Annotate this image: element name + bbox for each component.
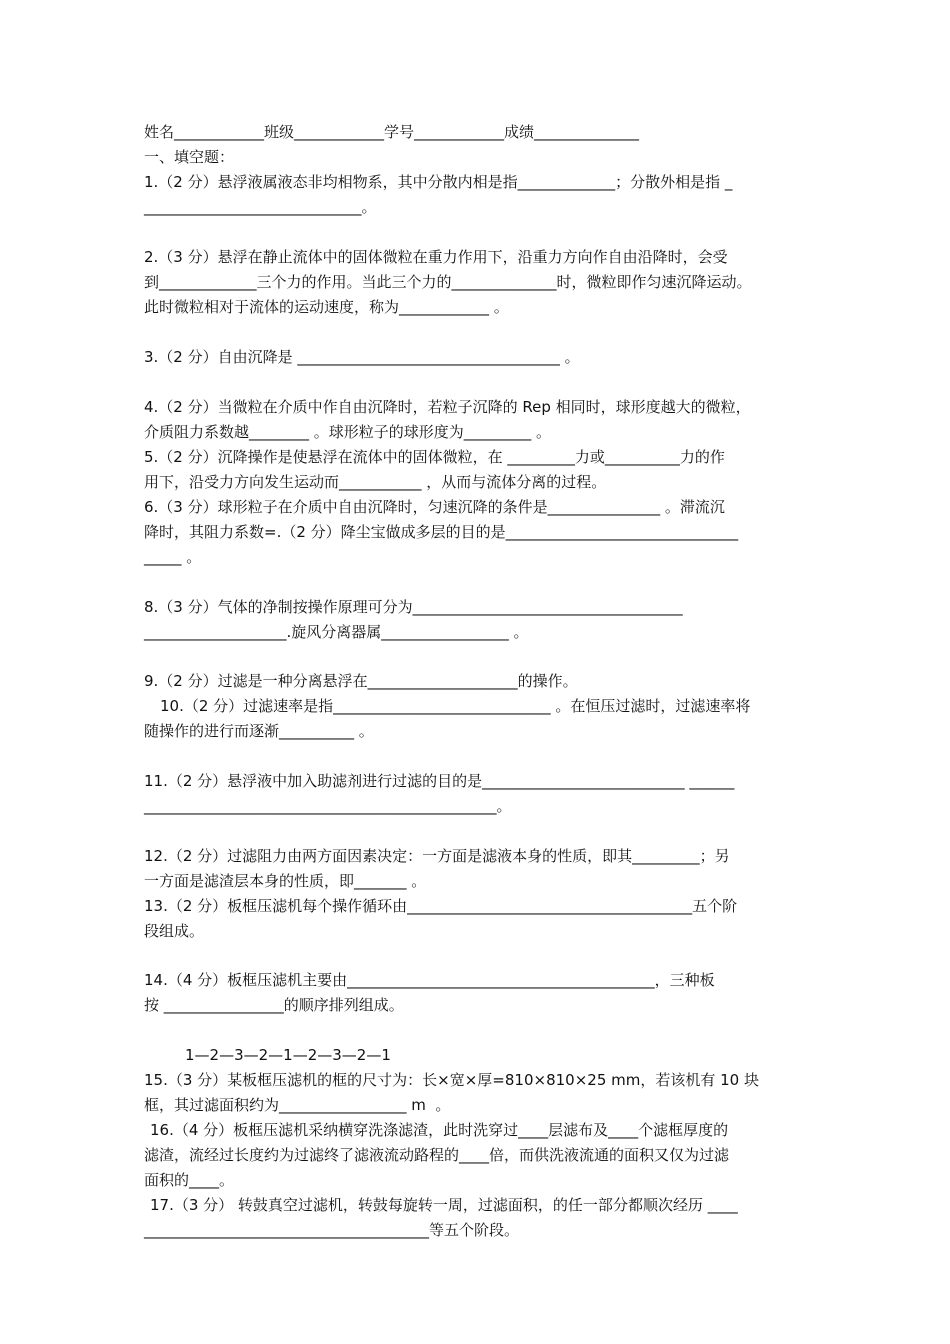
- question-line: 4.（2 分）当微粒在介质中作自由沉降时，若粒子沉降的 Rep 相同时，球形度越大的微粒，: [144, 398, 751, 416]
- question-line: 12.（2 分）过滤阻力由两方面因素决定：一方面是滤液本身的性质，即其_________；另: [144, 847, 730, 865]
- student-info-header: 姓名____________班级____________学号____________成绩______________: [144, 123, 640, 141]
- question-line: 1.（2 分）悬浮液属液态非均相物系，其中分散内相是指_____________；分散外相是指 _: [144, 173, 733, 191]
- question-line: 按 ________________的顺序排列组成。: [144, 996, 404, 1014]
- question-line: 11.（2 分）悬浮液中加入助滤剂进行过滤的目的是___________________________ ______: [144, 772, 735, 790]
- question-line: 10.（2 分）过滤速率是指_____________________________ 。在恒压过滤时，过滤速率将: [160, 697, 751, 715]
- section-title: 一、填空题：: [144, 148, 235, 166]
- question-line: 8.（3 分）气体的净制按操作原理可分为____________________________________: [144, 598, 683, 616]
- question-line: _____ 。: [144, 548, 202, 566]
- question-line: 13.（2 分）板框压滤机每个操作循环由______________________________________五个阶: [144, 897, 738, 915]
- question-line: 随操作的进行而逐渐__________ 。: [144, 722, 374, 740]
- question-line: 滤渣，流经过长度约为过滤终了滤液流动路程的____倍，而供洗液流通的面积又仅为过滤: [144, 1146, 730, 1164]
- question-line: 3.（2 分）自由沉降是 ___________________________________ 。: [144, 348, 580, 366]
- question-line: 面积的____。: [144, 1171, 235, 1189]
- question-line: _______________________________________________。: [144, 797, 512, 815]
- question-line: 16.（4 分）板框压滤机采纳横穿洗涤滤渣，此时洗穿过____层滤布及____个滤框厚度的: [150, 1121, 729, 1139]
- question-line: 降时，其阻力系数=.（2 分）降尘宝做成多层的目的是_______________________________: [144, 523, 739, 541]
- question-line: 6.（3 分）球形粒子在介质中自由沉降时，匀速沉降的条件是_______________ 。滞流沉: [144, 498, 725, 516]
- question-line: 此时微粒相对于流体的运动速度，称为____________ 。: [144, 298, 509, 316]
- question-line: 9.（2 分）过滤是一种分离悬浮在____________________的操作。: [144, 672, 578, 690]
- question-line: 15.（3 分）某板框压滤机的框的尺寸为：长×宽×厚=810×810×25 mm，若该机有 10 块: [144, 1071, 759, 1089]
- question-line: 框，其过滤面积约为_________________ m 。: [144, 1096, 451, 1114]
- question-line: 5.（2 分）沉降操作是使悬浮在流体中的固体微粒，在 _________力或__________力的作: [144, 448, 725, 466]
- question-line: 一方面是滤渣层本身的性质，即_______ 。: [144, 872, 427, 890]
- question-line: 14.（4 分）板框压滤机主要由_________________________________________，三种板: [144, 971, 715, 989]
- question-line: 用下，沿受力方向发生运动而___________ ，从而与流体分离的过程。: [144, 473, 607, 491]
- question-line: 介质阻力系数越________ 。球形粒子的球形度为_________ 。: [144, 423, 552, 441]
- question-line: ______________________________________等五个阶段。: [144, 1221, 520, 1239]
- sequence-line: 1—2—3—2—1—2—3—2—1: [185, 1046, 391, 1064]
- question-line: 到_____________三个力的作用。当此三个力的______________时，微粒即作匀速沉降运动。: [144, 273, 752, 291]
- question-line: 段组成。: [144, 922, 205, 940]
- question-line: _____________________________。: [144, 198, 377, 216]
- question-line: 2.（3 分）悬浮在静止流体中的固体微粒在重力作用下，沿重力方向作自由沿降时，会受: [144, 248, 728, 266]
- question-line: ___________________.旋风分离器属_________________ 。: [144, 623, 529, 641]
- question-line: 17.（3 分） 转鼓真空过滤机，转鼓每旋转一周，过滤面积，的任一部分都顺次经历 ____: [150, 1196, 738, 1214]
